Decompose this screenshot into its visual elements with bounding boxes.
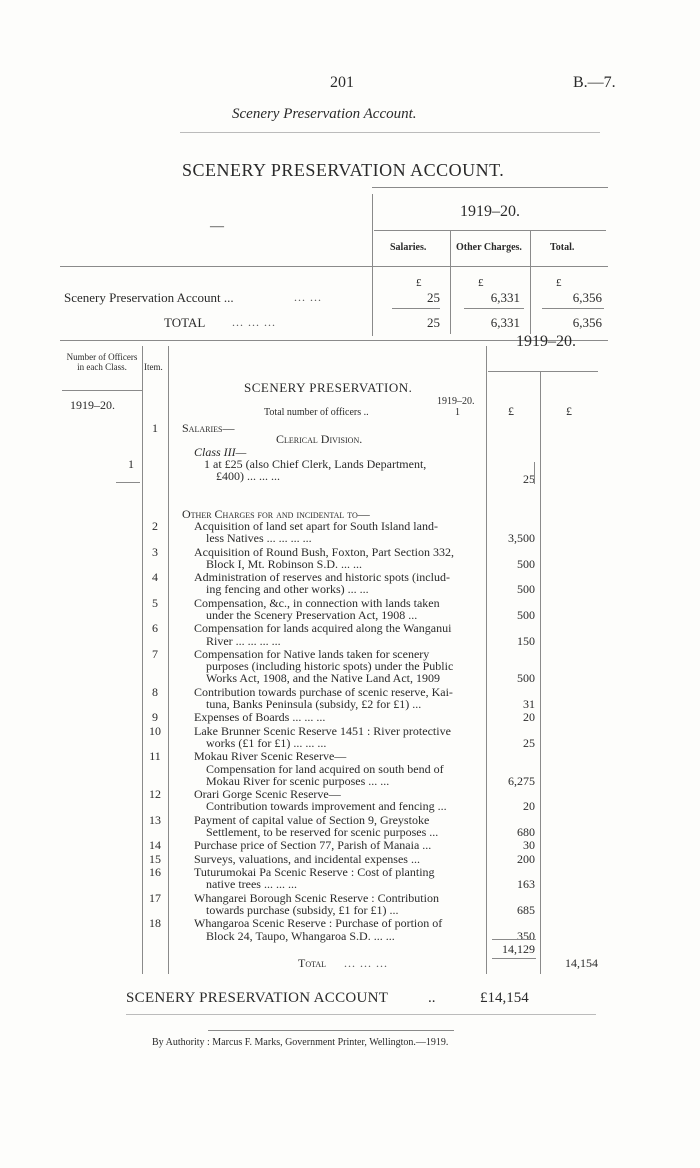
item-description-line: Acquisition of Round Bush, Foxton, Part Section 332, [194, 544, 455, 559]
item-amount: 25 [523, 736, 535, 750]
item-description-line: Settlement, to be reserved for scenic purposes ... [206, 825, 439, 839]
item-number: 14 [149, 838, 161, 853]
rule [392, 308, 440, 309]
item-number: 7 [152, 647, 158, 661]
item-description-line: Payment of capital value of Section 9, Greystoke [194, 812, 430, 827]
item-number: 15 [149, 851, 161, 866]
leader-dots: ... ... [294, 290, 322, 304]
item-amount: 200 [517, 851, 535, 866]
item-amount: 163 [517, 877, 535, 892]
rule [60, 266, 608, 267]
section-title: SCENERY PRESERVATION. [244, 380, 413, 395]
item-description-line: Orari Gorge Scenic Reserve— [194, 787, 341, 802]
item-number: 2 [152, 519, 158, 533]
rule [488, 371, 598, 372]
item-description-line: Purchase price of Section 77, Parish of Manaia ... [194, 838, 432, 853]
rule [530, 230, 531, 334]
rule [492, 939, 536, 940]
rule [450, 230, 451, 334]
item-number: 13 [149, 812, 161, 827]
subtotal-amount: 14,129 [502, 942, 535, 956]
item-number: 9 [152, 710, 158, 725]
officers-in-class: 1 [128, 457, 134, 471]
rule [168, 346, 169, 974]
salary-amount: 25 [523, 472, 535, 486]
item-amount: 500 [517, 582, 535, 597]
other-charges-heading: Other Charges for and incidental to— [182, 507, 370, 521]
item-description-line: Works Act, 1908, and the Native Land Act, 1909 [206, 671, 440, 686]
item-description-line: tuna, Banks Peninsula (subsidy, £2 for £1) ... [206, 697, 422, 711]
item-number: 12 [149, 787, 161, 802]
item-description-line: native trees ... ... ... [206, 877, 297, 892]
item-description-line: Expenses of Boards ... ... ... [194, 710, 326, 725]
pound-sign: £ [566, 404, 572, 418]
item-number: 6 [152, 621, 158, 636]
item-description-line: River ... ... ... ... [206, 633, 281, 648]
pound-sign: £ [556, 277, 562, 289]
item-description-line: less Natives ... ... ... ... [206, 531, 312, 546]
leader-dots: ... ... ... [344, 956, 388, 970]
class-label: Class III— [194, 445, 247, 459]
salaries-heading: Salaries— [182, 421, 235, 435]
rule [492, 958, 536, 959]
item-number: 16 [149, 865, 161, 880]
pound-sign: £ [508, 404, 514, 418]
salaries-value: 25 [427, 290, 440, 305]
item-amount: 680 [517, 825, 535, 839]
item-amount: 30 [523, 838, 535, 853]
detail-year-header: 1919–20. [516, 333, 576, 350]
item-amount: 20 [523, 710, 535, 725]
item-amount: 6,275 [508, 773, 535, 788]
detail-total-label: Total [298, 956, 327, 970]
officers-label: Total number of officers .. [264, 407, 369, 418]
rule [464, 308, 524, 309]
rule [142, 346, 143, 974]
rule [540, 372, 541, 974]
leader-dots: .. [428, 990, 436, 1006]
officers-year: 1919–20. [437, 396, 475, 407]
summary-year: 1919–20. [460, 203, 520, 220]
item-amount: 685 [517, 903, 535, 917]
item-number: 8 [152, 684, 158, 699]
rule [116, 482, 140, 483]
item-description-line: Contribution towards improvement and fencing ... [206, 799, 447, 814]
running-title: Scenery Preservation Account. [232, 106, 417, 122]
col-other-charges: Other Charges. [456, 242, 522, 253]
rule [372, 187, 608, 188]
item-description-line: Block 24, Taupo, Whangaroa S.D. ... ... [206, 928, 395, 943]
detail-year-left: 1919–20. [70, 398, 115, 412]
item-amount: 500 [517, 608, 535, 622]
item-number: 5 [152, 595, 158, 610]
salary-line: 1 at £25 (also Chief Clerk, Lands Department, [204, 457, 427, 471]
item-number: 1 [152, 421, 158, 435]
summary-dash: — [210, 219, 224, 234]
item-amount: 350 [517, 928, 535, 943]
col-item-header: Item. [144, 362, 163, 372]
item-description-line: Compensation, &c., in connection with lands taken [194, 595, 440, 610]
account-total-label: SCENERY PRESERVATION ACCOUNT [126, 990, 389, 1006]
item-description-line: purposes (including historic spots) under the Public [206, 659, 454, 674]
rule [62, 390, 142, 391]
item-description-line: Compensation for Native lands taken for scenery [194, 647, 430, 661]
rule [180, 132, 600, 133]
item-description-line: Block I, Mt. Robinson S.D. ... ... [206, 556, 363, 571]
item-description-line: Surveys, valuations, and incidental expenses ... [194, 851, 420, 866]
item-number: 3 [152, 544, 158, 559]
item-description-line: Administration of reserves and historic spots (includ- [194, 570, 450, 585]
main-title: SCENERY PRESERVATION ACCOUNT. [182, 160, 505, 180]
summary-total-label: TOTAL [164, 315, 206, 330]
item-number: 4 [152, 570, 158, 585]
item-description-line: Mokau River Scenic Reserve— [194, 749, 347, 764]
item-amount: 31 [523, 697, 535, 711]
item-description-line: Contribution towards purchase of scenic reserve, Kai- [194, 684, 453, 699]
salary-line: £400) ... ... ... [216, 469, 280, 483]
salaries-total: 25 [427, 315, 440, 330]
document-reference: B.—7. [573, 74, 616, 91]
item-number: 11 [149, 749, 161, 764]
item-amount: 500 [517, 671, 535, 686]
rule [372, 194, 373, 336]
item-description-line: Compensation for land acquired on south bend of [206, 761, 444, 776]
item-number: 18 [149, 916, 161, 931]
col-officers-header: Number of Officers in each Class. [66, 352, 138, 372]
item-description-line: Lake Brunner Scenic Reserve 1451 : River protective [194, 723, 451, 738]
item-amount: 500 [517, 556, 535, 571]
pound-sign: £ [478, 277, 484, 289]
pound-sign: £ [416, 277, 422, 289]
rule [126, 1014, 596, 1015]
grand-total-value: 6,356 [572, 315, 602, 330]
summary-row-label: Scenery Preservation Account ... [64, 290, 234, 305]
printer-imprint: By Authority : Marcus F. Marks, Government Printer, Wellington.—1919. [152, 1037, 449, 1048]
item-description-line: Whangaroa Scenic Reserve : Purchase of portion of [194, 916, 443, 931]
grand-total: 14,154 [565, 956, 598, 970]
item-description-line: Acquisition of land set apart for South Island land- [194, 519, 438, 533]
col-total: Total. [550, 242, 575, 253]
imprint-rule [208, 1030, 454, 1031]
col-salaries: Salaries. [390, 242, 427, 253]
page-number: 201 [330, 74, 354, 91]
item-description-line: ing fencing and other works) ... ... [206, 582, 369, 597]
clerical-division-heading: Clerical Division. [276, 432, 363, 446]
item-description-line: under the Scenery Preservation Act, 1908 ... [206, 608, 418, 622]
item-number: 17 [149, 890, 161, 905]
item-description-line: towards purchase (subsidy, £1 for £1) ... [206, 903, 399, 917]
item-number: 10 [149, 723, 161, 738]
rule [534, 462, 535, 484]
total-value: 6,356 [572, 290, 602, 305]
item-amount: 20 [523, 799, 535, 814]
item-description-line: Mokau River for scenic purposes ... ... [206, 773, 390, 788]
item-amount: 3,500 [508, 531, 535, 546]
item-amount: 150 [517, 633, 535, 648]
other-charges-value: 6,331 [490, 290, 520, 305]
other-charges-total: 6,331 [490, 315, 520, 330]
item-description-line: Whangarei Borough Scenic Reserve : Contribution [194, 890, 439, 905]
rule [374, 230, 606, 231]
rule [542, 308, 604, 309]
account-total-amount: £14,154 [480, 990, 529, 1006]
officers-count: 1 [455, 407, 460, 418]
item-description-line: Tuturumokai Pa Scenic Reserve : Cost of planting [194, 865, 435, 880]
leader-dots: ... ... ... [232, 315, 276, 329]
rule [486, 346, 487, 974]
item-description-line: Compensation for lands acquired along the Wanganui [194, 621, 452, 636]
item-description-line: works (£1 for £1) ... ... ... [206, 736, 327, 750]
